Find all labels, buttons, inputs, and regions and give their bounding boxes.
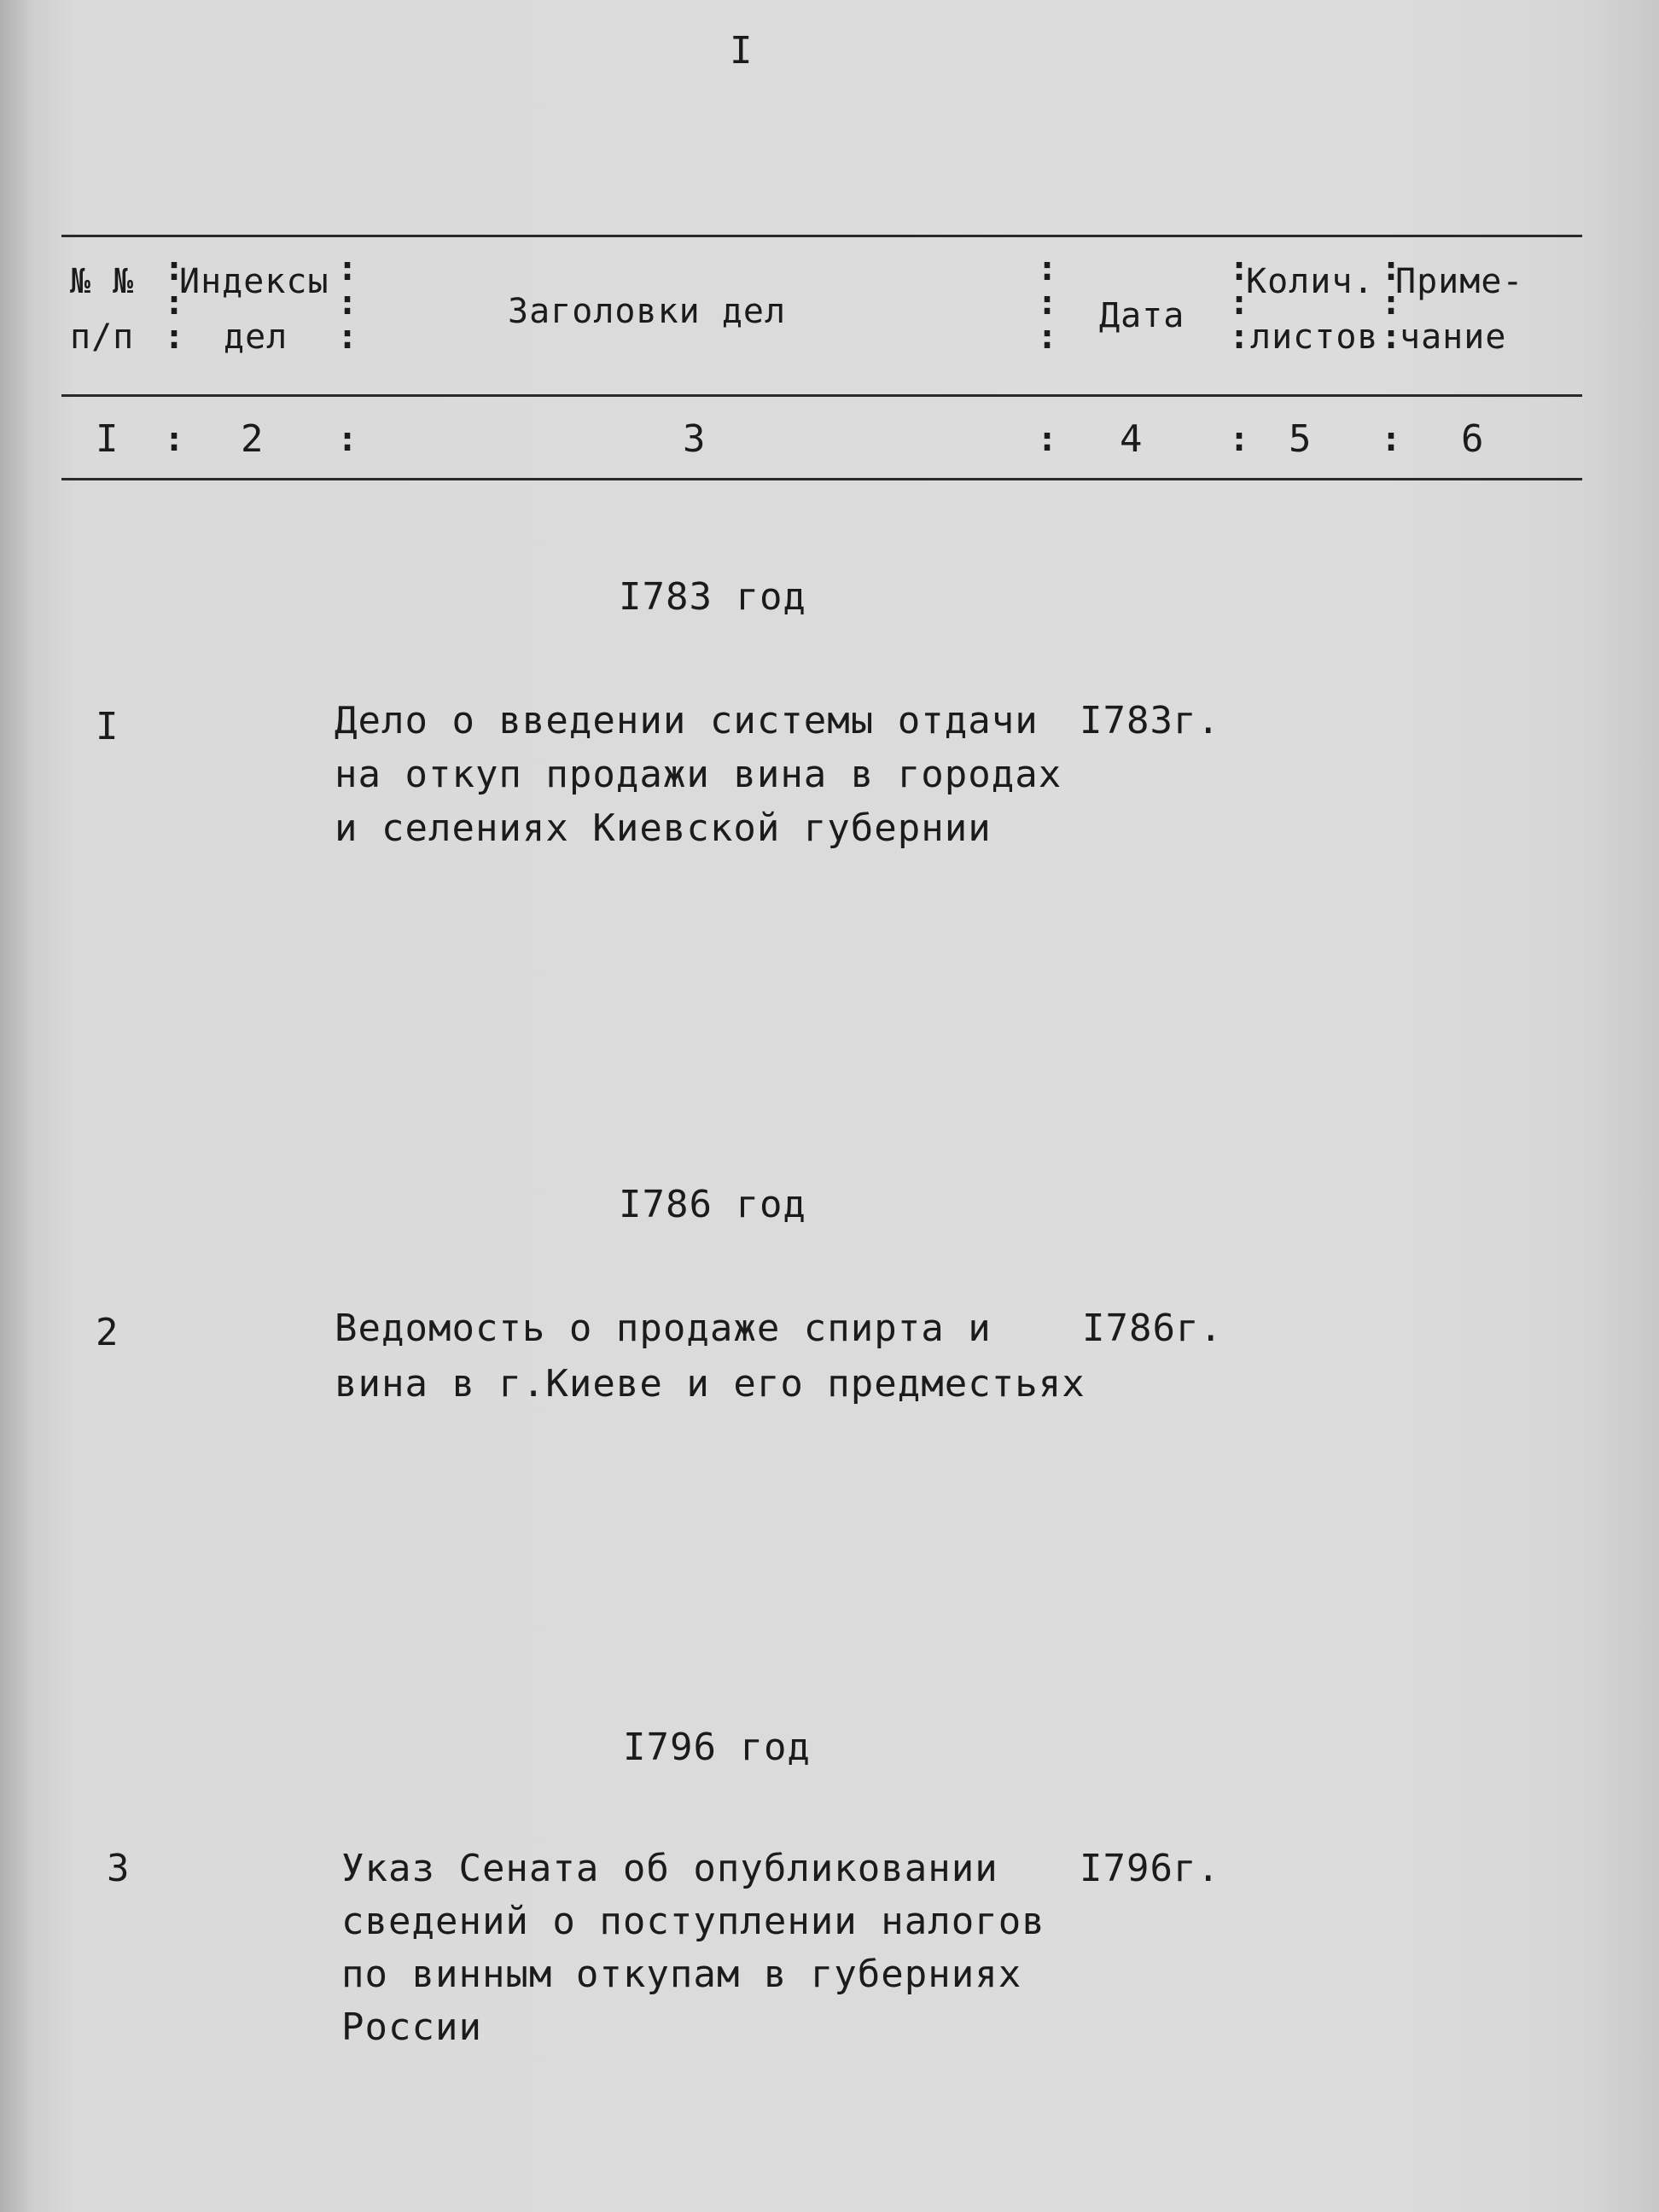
entry-title-line: вина в г.Киеве и его предместьях — [335, 1362, 1086, 1406]
header-col1-line1: № № — [70, 262, 135, 301]
header-col6-line1: Приме- — [1395, 262, 1524, 301]
entry-title-line: сведений о поступлении налогов — [341, 1900, 1045, 1943]
number-separator-1: : — [164, 420, 185, 459]
header-separator-4: : : : — [1229, 249, 1250, 357]
header-col5-line1: Колич. — [1246, 262, 1375, 301]
page-number: I — [730, 29, 754, 73]
header-col2-line2: дел — [224, 317, 288, 357]
entry-title-line: Указ Сената об опубликовании — [341, 1847, 998, 1890]
table-top-rule — [61, 235, 1582, 237]
header-separator-3: : : : — [1037, 249, 1058, 357]
page-fold-shadow — [0, 0, 27, 2212]
entry-title-line: на откуп продажи вина в городах — [335, 753, 1062, 796]
table-bottom-rule — [61, 478, 1582, 480]
header-col1-line2: п/п — [70, 317, 135, 357]
column-number-3: 3 — [683, 417, 707, 461]
column-number-6: 6 — [1461, 417, 1485, 461]
entry-date: I796г. — [1080, 1847, 1220, 1890]
column-number-5: 5 — [1289, 417, 1313, 461]
number-separator-4: : — [1229, 420, 1250, 459]
entry-number: I — [96, 705, 119, 748]
column-number-4: 4 — [1120, 417, 1144, 461]
header-col3: Заголовки дел — [508, 292, 787, 331]
column-number-1: I — [96, 417, 119, 461]
entry-number: 3 — [107, 1847, 131, 1890]
year-heading-1783: I783 год — [619, 575, 806, 619]
header-col4: Дата — [1099, 296, 1185, 335]
header-col5-line2: листов — [1250, 317, 1379, 357]
entry-number: 2 — [96, 1311, 119, 1354]
entry-title-line: и селениях Киевской губернии — [335, 806, 992, 850]
number-separator-3: : — [1037, 420, 1058, 459]
table-header-rule — [61, 394, 1582, 397]
year-heading-1796: I796 год — [623, 1726, 811, 1769]
header-col2-line1: Индексы — [179, 262, 329, 301]
entry-title-line: по винным откупам в губерниях — [341, 1953, 1022, 1996]
entry-title-line: Ведомость о продаже спирта и — [335, 1307, 992, 1350]
year-heading-1786: I786 год — [619, 1183, 806, 1226]
header-separator-5: : : : — [1381, 249, 1402, 357]
number-separator-5: : — [1381, 420, 1402, 459]
entry-date: I783г. — [1080, 699, 1220, 742]
header-separator-1: : : : — [164, 249, 185, 357]
entry-title-line: Дело о введении системы отдачи — [335, 699, 1039, 742]
entry-date: I786г. — [1082, 1307, 1223, 1350]
header-separator-2: : : : — [337, 249, 358, 357]
header-col6-line2: чание — [1400, 317, 1507, 357]
number-separator-2: : — [337, 420, 358, 459]
entry-title-line: России — [341, 2005, 482, 2049]
column-number-2: 2 — [241, 417, 265, 461]
